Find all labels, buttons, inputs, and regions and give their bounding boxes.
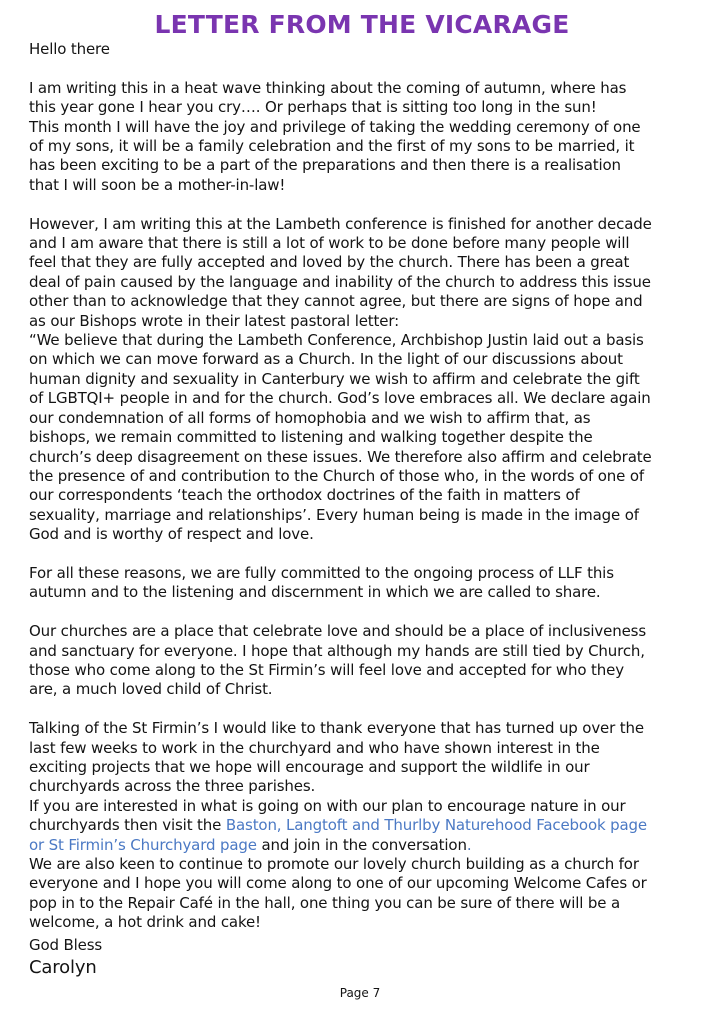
paragraph-spacer xyxy=(29,603,695,622)
quote-line: our correspondents ‘teach the orthodox doctrines of the faith in matters of xyxy=(29,486,580,505)
paragraph-lambeth xyxy=(29,215,695,545)
letter-page xyxy=(29,0,695,980)
text-line: Our churches are a place that celebrate love and should be a place of inclusiveness xyxy=(29,622,646,641)
quote-line: on which we can move forward as a Church. In the light of our discussions about xyxy=(29,350,623,369)
page-title: LETTER FROM THE VICARAGE xyxy=(154,10,570,39)
quote-line: bishops, we remain committed to listening and walking together despite the xyxy=(29,428,593,447)
text-line: feel that they are fully accepted and loved by the church. There has been a great xyxy=(29,253,630,272)
quote-line: of LGBTQI+ people in and for the church. God’s love embraces all. We declare again xyxy=(29,389,651,408)
text-line: other than to acknowledge that they cannot agree, but there are signs of hope and xyxy=(29,292,643,311)
signature: Carolyn xyxy=(29,957,97,979)
text-line: However, I am writing this at the Lambeth conference is finished for another decade xyxy=(29,214,652,233)
text-line: those who come along to the St Firmin’s will feel love and accepted for who they xyxy=(29,660,624,679)
text-line: that I will soon be a mother-in-law! xyxy=(29,175,286,194)
text-line: exciting projects that we hope will encourage and support the wildlife in our xyxy=(29,757,590,776)
text-line: autumn and to the listening and discernment in which we are called to share. xyxy=(29,583,601,602)
text-line: welcome, a hot drink and cake! xyxy=(29,913,261,932)
text-line: I am writing this in a heat wave thinking about the coming of autumn, where has xyxy=(29,78,627,97)
text-line: and I am aware that there is still a lot of work to be done before many people will xyxy=(29,234,630,253)
quote-line: the presence of and contribution to the Church of those who, in the words of one of xyxy=(29,466,645,485)
paragraph-churchyard xyxy=(29,719,695,932)
quote-line: “We believe that during the Lambeth Conference, Archbishop Justin laid out a basis xyxy=(29,331,644,350)
quote-line: God and is worthy of respect and love. xyxy=(29,525,314,544)
paragraph-inclusiveness xyxy=(29,622,695,700)
text-line: If you are interested in what is going on with our plan to encourage nature in our xyxy=(29,796,626,815)
paragraph-spacer xyxy=(29,700,695,719)
link-trailing-dot: . xyxy=(466,835,472,854)
churchyard-page-link[interactable]: or St Firmin’s Churchyard page xyxy=(29,835,257,854)
text-line: This month I will have the joy and privilege of taking the wedding ceremony of one xyxy=(29,117,641,136)
paragraph-spacer xyxy=(29,545,695,564)
quote-line: sexuality, marriage and relationships’. Every human being is made in the image of xyxy=(29,505,639,524)
text-line: of my sons, it will be a family celebration and the first of my sons to be married, it xyxy=(29,137,635,156)
quote-line: our condemnation of all forms of homophobia and we wish to affirm that, as xyxy=(29,408,591,427)
text-line: deal of pain caused by the language and inability of the church to address this issue xyxy=(29,272,651,291)
text-line: everyone and I hope you will come along to one of our upcoming Welcome Cafes or xyxy=(29,874,647,893)
paragraph-heatwave xyxy=(29,79,695,195)
letter-body xyxy=(29,40,695,980)
text-line: Talking of the St Firmin’s I would like to thank everyone that has turned up over the xyxy=(29,719,644,738)
naturehood-facebook-link[interactable]: Baston, Langtoft and Thurlby Naturehood Facebook page xyxy=(225,816,647,835)
link-prefix-text: churchyards then visit the xyxy=(29,816,226,835)
text-line: has been exciting to be a part of the preparations and then there is a realisation xyxy=(29,156,621,175)
paragraph-spacer xyxy=(29,195,695,214)
text-line: churchyards across the three parishes. xyxy=(29,777,316,796)
quote-line: church’s deep disagreement on these issues. We therefore also affirm and celebrate xyxy=(29,447,652,466)
text-line: We are also keen to continue to promote our lovely church building as a church for xyxy=(29,854,639,873)
paragraph-spacer xyxy=(29,59,695,78)
page-number: Page 7 xyxy=(339,986,381,1000)
text-line: last few weeks to work in the churchyard and who have shown interest in the xyxy=(29,738,600,757)
greeting: Hello there xyxy=(29,40,110,58)
text-line: are, a much loved child of Christ. xyxy=(29,680,273,699)
closing-text: God Bless xyxy=(29,935,103,954)
text-line: pop in to the Repair Café in the hall, one thing you can be sure of there will be a xyxy=(29,893,621,912)
text-line: this year gone I hear you cry…. Or perhaps that is sitting too long in the sun! xyxy=(29,98,597,117)
quote-line: human dignity and sexuality in Canterbury we wish to affirm and celebrate the gift xyxy=(29,369,640,388)
text-line xyxy=(29,816,695,835)
link-suffix-text: and join in the conversation xyxy=(256,835,467,854)
text-line: and sanctuary for everyone. I hope that although my hands are still tied by Church, xyxy=(29,641,645,660)
text-line: For all these reasons, we are fully committed to the ongoing process of LLF this xyxy=(29,563,614,582)
paragraph-llf xyxy=(29,564,695,603)
text-line: as our Bishops wrote in their latest pastoral letter: xyxy=(29,311,399,330)
text-line xyxy=(29,836,695,855)
